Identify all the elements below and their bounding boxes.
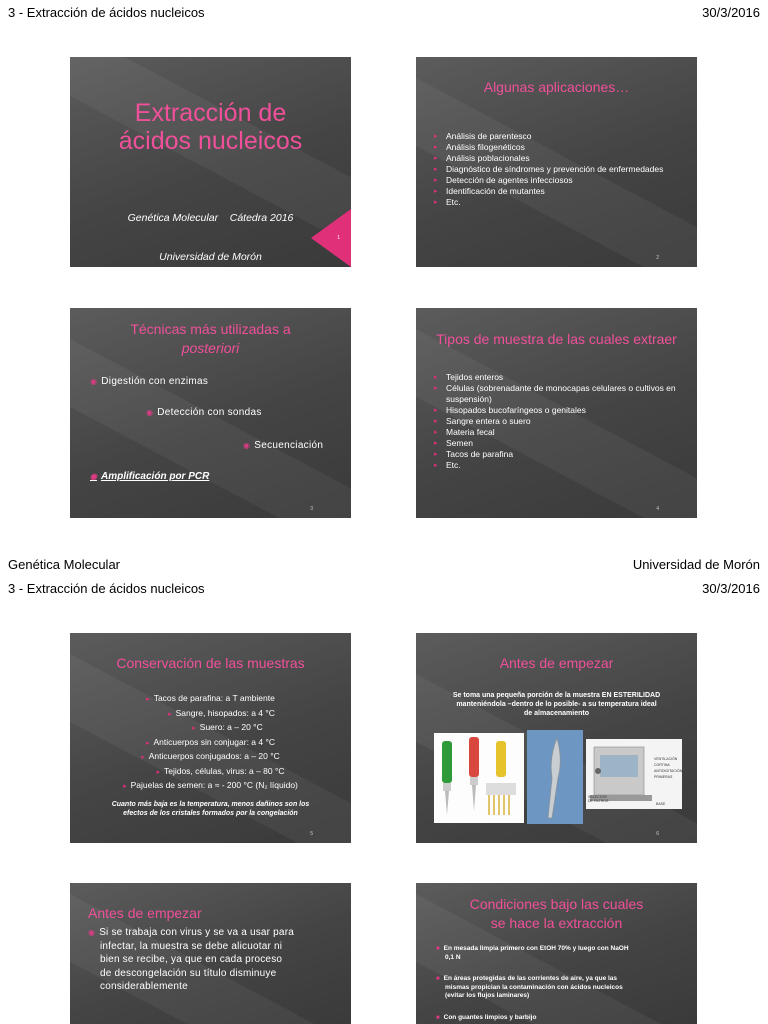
slide-note-line: efectos de los cristales formados por la congelación	[123, 810, 298, 817]
slide-8	[416, 883, 697, 1024]
slide-title	[416, 895, 697, 933]
bullet-icon: ◉	[90, 472, 97, 481]
list-item-label: Pajuelas de semen: a ≈ - 200 °C (N₂ líquido)	[130, 780, 298, 790]
list-item-line: mismas propician la contaminación con ácidos nucleicos	[445, 983, 623, 991]
slide-7	[70, 883, 351, 1024]
list-item-line	[436, 945, 682, 954]
bullet-icon: ◉	[90, 377, 98, 386]
slide-subtitle-line: Genética Molecular Cátedra 2016	[127, 212, 294, 224]
list-item-line: (evitar los flujos laminares)	[445, 992, 530, 999]
technique-label: Digestión con enzimas	[101, 376, 209, 387]
slide-title: Conservación de las muestras	[116, 655, 305, 671]
slide-note	[70, 800, 351, 818]
list-item: ▸ Semen	[434, 438, 684, 449]
slide-2	[416, 57, 697, 267]
bullet-icon: ◉	[243, 441, 251, 450]
corner-triangle	[311, 209, 351, 267]
slide-text-line: bien se recibe, ya que en cada proceso	[100, 954, 283, 965]
technique-label: Secuenciación	[254, 440, 324, 451]
hood-labels	[654, 756, 682, 780]
slide-5	[70, 633, 351, 843]
slide-title-line: se hace la extracción	[490, 915, 623, 931]
technique-item	[243, 440, 323, 451]
list-item-fragment: Con guantes limpios y barbijo	[443, 1013, 537, 1021]
conditions-list	[436, 945, 682, 1022]
bullet-icon: ◉	[88, 928, 96, 937]
slide-title: Tipos de muestra de las cuales extraer	[436, 331, 677, 347]
list-item: ▸ Análisis de parentesco	[434, 131, 680, 142]
slide-title-line: Condiciones bajo las cuales	[469, 896, 644, 912]
list-item-label: Anticuerpos conjugados: a – 20 °C	[148, 751, 280, 761]
slide-number: 6	[656, 831, 659, 837]
slide-text-fragment: Si se trabaja con virus y se va a usar para	[99, 927, 294, 938]
bullet-list	[434, 131, 680, 208]
list-item	[436, 945, 682, 962]
list-item-label: Sangre, hisopados: a 4 °C	[175, 707, 275, 718]
slide-note-line: Cuanto más baja es la temperatura, menos dañinos son los	[111, 801, 310, 808]
slide-number: 1	[337, 235, 340, 241]
bullet-icon: ▸	[146, 696, 150, 703]
list-item: ▸ Tacos de parafina	[434, 449, 684, 460]
slide-title: Antes de empezar	[499, 655, 614, 671]
list-item: ▸ Análisis poblacionales	[434, 153, 680, 164]
list-item	[70, 765, 351, 780]
list-item-label: Suero: a – 20 °C	[199, 722, 263, 732]
slide-title	[70, 99, 351, 155]
list-item: ▸ Tejidos enteros	[434, 372, 684, 383]
technique-item	[146, 407, 262, 418]
slide-subtitle	[70, 186, 351, 267]
hood-label: BASE	[656, 802, 666, 806]
list-item: ▸ Detección de agentes infecciosos	[434, 175, 680, 186]
list-item	[70, 779, 351, 794]
list-item: ▸ Materia fecal	[434, 427, 684, 438]
slide-subtitle-line: Universidad de Morón	[159, 251, 262, 263]
page-header-left: 3 - Extracción de ácidos nucleicos	[8, 581, 205, 596]
bullet-icon: ■	[436, 946, 440, 952]
list-item-label: Anticuerpos sin conjugar: a 4 °C	[153, 736, 276, 747]
list-item	[436, 975, 682, 1001]
slide-title	[70, 320, 351, 358]
slide-text-line: considerablemente	[100, 981, 188, 992]
list-item: ▸ Células (sobrenadante de monocapas celulares o cultivos en suspensión)	[434, 383, 684, 405]
bullet-icon: ■	[436, 976, 440, 982]
list-item-fragment: En áreas protegidas de las corrientes de aire, ya que las	[443, 975, 618, 982]
list-item-fragment: En mesada limpia primero con EtOH 70% y luego con NaOH	[443, 945, 629, 952]
slide-text-line: infectar, la muestra se debe alicuotar ni	[100, 940, 283, 952]
slide-title: Algunas aplicaciones…	[483, 79, 630, 95]
bullet-icon: ▸	[123, 783, 127, 790]
slide-title-line: ácidos nucleicos	[118, 127, 303, 155]
bullet-icon: ▸	[141, 754, 145, 761]
list-item-line: 0,1 N	[445, 953, 461, 961]
slide-text-line: manteniéndola –dentro de lo posible- a su temperatura ideal	[456, 701, 657, 708]
list-item	[70, 707, 351, 722]
hood-label: VENTILACIÓN	[654, 757, 678, 761]
slide-number: 2	[656, 255, 659, 261]
slide-number: 5	[310, 831, 313, 837]
list-item-line	[436, 975, 682, 984]
list-item: ▸ Sangre entera o suero	[434, 416, 684, 427]
bullet-icon: ▸	[145, 739, 150, 747]
slide-title-line: Técnicas más utilizadas a	[130, 321, 291, 337]
technique-item	[90, 376, 208, 387]
list-item: ▸ Hisopados bucofaríngeos o genitales	[434, 405, 684, 416]
slide-text	[416, 691, 697, 718]
slide-number: 4	[656, 506, 659, 512]
slide-text	[88, 926, 350, 994]
slide-title-line: posteriori	[181, 340, 240, 356]
bullet-list	[434, 372, 684, 471]
list-item	[70, 692, 351, 707]
bullet-icon: ■	[436, 1014, 440, 1021]
slide-4	[416, 308, 697, 518]
list-item-label: Tacos de parafina: a T ambiente	[153, 693, 275, 703]
list-item	[70, 750, 351, 765]
hood-label: ANTIDIGITACIÓN	[654, 769, 683, 773]
slide-title-line: Extracción de	[134, 99, 287, 127]
bullet-icon: ▸	[156, 768, 160, 776]
technique-label: Amplificación por PCR	[100, 471, 210, 482]
technique-item	[90, 471, 209, 482]
page-header-date: 30/3/2016	[702, 5, 760, 20]
hood-label: CORTINA	[654, 763, 670, 767]
bullet-icon: ◉	[146, 408, 154, 417]
list-item-label: Tejidos, células, virus: a – 80 °C	[163, 765, 285, 776]
list-item: ▸ Análisis filogenéticos	[434, 142, 680, 153]
list-item	[70, 721, 351, 736]
conservation-list	[70, 692, 351, 794]
hood-label: PRIMERAS	[654, 775, 673, 779]
bullet-icon: ▸	[192, 725, 196, 732]
bullet-icon: ▸	[168, 710, 172, 718]
list-item: ▸ Etc.	[434, 460, 684, 471]
pipettes-image	[434, 733, 524, 823]
slide-3	[70, 308, 351, 518]
slide-number: 3	[310, 506, 313, 512]
list-item: ▸ Identificación de mutantes	[434, 186, 680, 197]
slide-title: Antes de empezar	[88, 905, 202, 921]
scalpel-image	[527, 730, 583, 824]
page-footer-left: Genética Molecular	[8, 557, 120, 572]
slide-text-line: Se toma una pequeña porción de la muestra EN ESTERILIDAD	[452, 692, 661, 699]
page-footer-right: Universidad de Morón	[632, 557, 760, 572]
page-header-left: 3 - Extracción de ácidos nucleicos	[8, 5, 205, 20]
technique-label: Detección con sondas	[157, 407, 262, 418]
slide-text-line: de almacenamiento	[524, 710, 589, 717]
list-item: ▸ Diagnóstico de síndromes y prevención de enfermedades	[434, 164, 680, 175]
list-item: ▸ Etc.	[434, 197, 680, 208]
slide-text-line: de descongelación su título disminuye	[100, 967, 277, 979]
list-item	[70, 736, 351, 751]
hood-label: SELECTOR DE FILTROS	[588, 795, 609, 803]
slide-text-line	[88, 926, 350, 940]
slide-6	[416, 633, 697, 843]
slide-1	[70, 57, 351, 267]
page-header-date: 30/3/2016	[702, 581, 760, 596]
list-item	[436, 1014, 682, 1023]
